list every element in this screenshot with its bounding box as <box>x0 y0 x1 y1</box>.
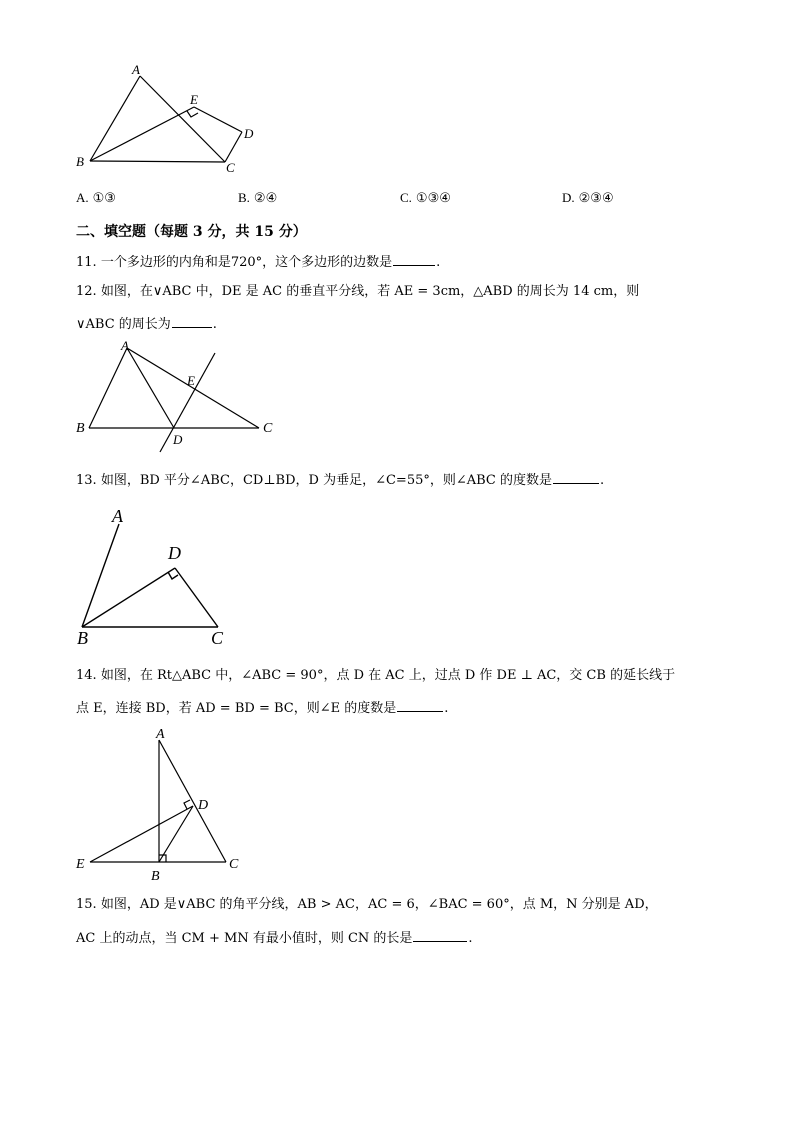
q14-text-line2: 点 E，连接 BD，若 AD = BD = BC，则∠E 的度数是 <box>76 701 397 716</box>
label-B: B <box>77 628 88 648</box>
choice-b-text: ②④ <box>253 190 278 205</box>
label-A: A <box>121 338 129 353</box>
figure-q10-svg <box>70 58 270 178</box>
figure-q12 <box>70 338 290 450</box>
segment-DC <box>175 568 218 627</box>
q15-answer-blank[interactable] <box>413 929 467 942</box>
label-E: E <box>76 857 85 872</box>
q11-number: 11. <box>76 255 97 270</box>
q15-end: . <box>468 931 473 946</box>
question-13 <box>76 471 604 489</box>
q13-end: . <box>600 473 605 488</box>
choice-c[interactable] <box>400 190 455 206</box>
q15-number: 15. <box>76 897 97 912</box>
figure-q13-svg <box>70 502 240 650</box>
q13-number: 13. <box>76 473 97 488</box>
q12-text-line2: ∨ABC 的周长为 <box>76 317 171 332</box>
right-angle-mark <box>187 111 198 117</box>
question-12-line1 <box>76 284 639 300</box>
figure-q10 <box>70 58 270 178</box>
segment-BA <box>82 524 119 627</box>
segment-AC <box>127 348 259 428</box>
q11-end: . <box>436 255 441 270</box>
label-A: A <box>132 62 140 77</box>
choice-a[interactable] <box>76 190 120 206</box>
segment-DE-line <box>160 353 215 452</box>
label-E: E <box>187 373 195 388</box>
question-11 <box>76 253 440 271</box>
label-C: C <box>211 628 224 648</box>
label-C: C <box>229 857 239 872</box>
choice-c-letter: C. <box>400 190 412 205</box>
q15-text-line1: 如图，AD 是∨ABC 的角平分线，AB > AC，AC = 6，∠BAC = 60°，点 M，N 分别是 AD， <box>100 897 658 912</box>
choice-a-text: ①③ <box>92 190 116 205</box>
segment-AC <box>140 76 225 162</box>
q13-text: 如图，BD 平分∠ABC，CD⊥BD，D 为垂足，∠C=55°，则∠ABC 的度数是 <box>100 473 553 488</box>
q12-number: 12. <box>76 284 97 299</box>
q14-text-line1: 如图，在 Rt△ABC 中，∠ABC = 90°，点 D 在 AC 上，过点 D 作 DE ⊥ AC，交 CB 的延长线于 <box>100 668 676 683</box>
question-14-line1 <box>76 668 675 684</box>
segment-DC <box>225 132 242 162</box>
choice-c-text: ①③④ <box>415 190 451 205</box>
choice-d-letter: D. <box>562 190 575 205</box>
choice-b[interactable] <box>238 190 281 206</box>
question-15-line2 <box>76 929 473 947</box>
choice-d[interactable] <box>562 190 618 206</box>
figure-q13 <box>70 502 240 650</box>
segment-BC <box>90 161 225 162</box>
label-A: A <box>112 506 123 526</box>
choice-d-text: ②③④ <box>578 190 614 205</box>
choice-a-letter: A. <box>76 190 89 205</box>
label-A: A <box>156 727 165 742</box>
question-14-line2 <box>76 699 448 717</box>
q11-answer-blank[interactable] <box>393 253 435 266</box>
figure-q14 <box>70 722 260 884</box>
label-D: D <box>198 798 209 813</box>
segment-AD <box>127 348 174 428</box>
label-D: D <box>168 543 181 563</box>
label-B: B <box>76 421 85 436</box>
label-D: D <box>173 432 183 447</box>
segment-AB <box>89 348 127 428</box>
right-angle-mark <box>168 572 178 579</box>
choice-b-letter: B. <box>238 190 250 205</box>
label-B: B <box>151 869 160 884</box>
segment-BD <box>159 806 193 862</box>
q12-text-line1: 如图，在∨ABC 中，DE 是 AC 的垂直平分线，若 AE = 3cm，△ABD 的周长为 14 cm，则 <box>100 284 640 299</box>
q14-answer-blank[interactable] <box>397 699 443 712</box>
segment-BD <box>82 568 175 627</box>
label-C: C <box>263 421 273 436</box>
q13-answer-blank[interactable] <box>553 471 599 484</box>
label-B: B <box>76 154 84 169</box>
figure-q14-svg <box>70 722 260 884</box>
q14-end: . <box>444 701 449 716</box>
q12-end: . <box>212 317 217 332</box>
q11-text: 一个多边形的内角和是720°，这个多边形的边数是 <box>100 255 393 270</box>
q14-number: 14. <box>76 668 97 683</box>
section-title: 二、填空题（每题 3 分，共 15 分） <box>76 224 307 240</box>
label-E: E <box>190 92 198 107</box>
segment-ED <box>90 806 193 862</box>
q15-text-line2: AC 上的动点，当 CM + MN 有最小值时，则 CN 的长是 <box>76 931 413 946</box>
label-C: C <box>226 160 235 175</box>
question-12-line2 <box>76 315 217 333</box>
segment-AC <box>159 740 226 862</box>
q12-answer-blank[interactable] <box>172 315 212 328</box>
figure-q12-svg <box>70 338 290 450</box>
question-15-line1 <box>76 897 658 913</box>
label-D: D <box>244 126 254 141</box>
segment-ED <box>194 107 242 132</box>
